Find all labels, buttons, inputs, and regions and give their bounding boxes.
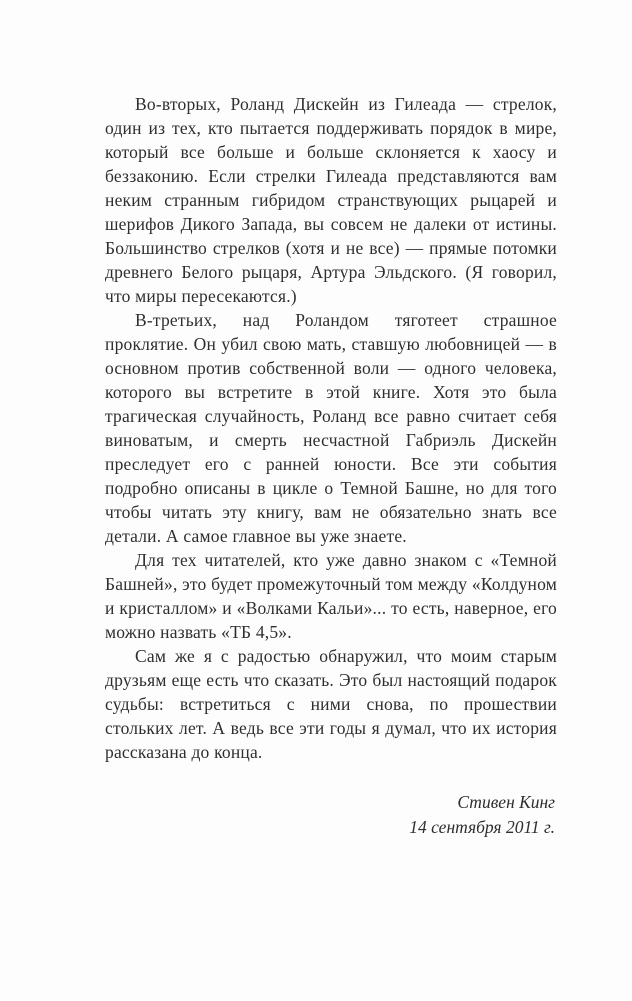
paragraph-3: Для тех читателей, кто уже давно знаком с «Темной Башней», это будет промежуточный том между «Колдуном и кристаллом» и «Волками Кальи»... то есть, наверное, его можно назвать «ТБ 4,5».	[105, 550, 557, 642]
paragraph-4: Сам же я с радостью обнаружил, что моим старым друзьям еще есть что сказать. Это был настоящий подарок судьбы: встретиться с ними снова, по прошествии стольких лет. А ведь все эти годы я думал, что их история рассказана до конца.	[105, 646, 557, 762]
signature-date: 14 сентября 2011 г.	[409, 817, 555, 837]
text-block	[105, 92, 557, 840]
paragraph-2: В-третьих, над Роландом тяготеет страшное проклятие. Он убил свою мать, ставшую любовницей — в основном против собственной воли — одного человека, которого вы встретите в этой книге. Хотя это была трагическая случайность, Роланд все равно считает себя виноватым, и смерть несчастной Габриэль Дискейн преследует его с ранней юности. Все эти события подробно описаны в цикле о Темной Башне, но для того чтобы читать эту книгу, вам не обязательно знать все детали. А самое главное вы уже знаете.	[105, 310, 557, 546]
paragraph-1: Во-вторых, Роланд Дискейн из Гилеада — стрелок, один из тех, кто пытается поддерживать порядок в мире, который все больше и больше склоняется к хаосу и беззаконию. Если стрелки Гилеада представляются вам неким странным гибридом странствующих рыцарей и шерифов Дикого Запада, вы совсем не далеки от истины. Большинство стрелков (хотя и не все) — прямые потомки древнего Белого рыцаря, Артура Эльдского. (Я говорил, что миры пересекаются.)	[105, 94, 557, 306]
signature-block	[105, 790, 557, 840]
signature-author: Стивен Кинг	[457, 792, 555, 812]
